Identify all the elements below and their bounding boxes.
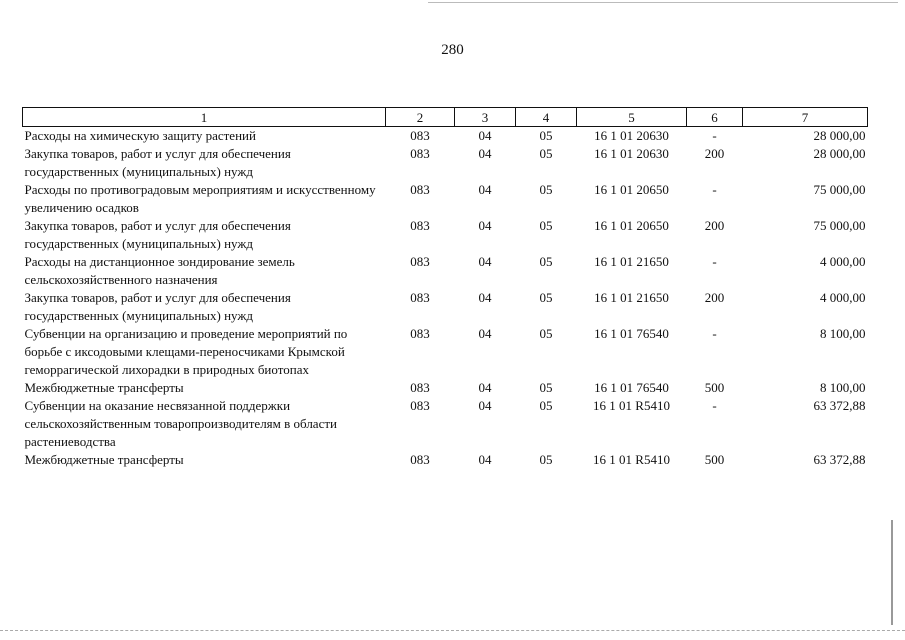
row-name: Расходы на химическую защиту растений <box>24 128 256 143</box>
row-code-subsection: 05 <box>539 182 553 197</box>
row-code-ministry: 083 <box>410 326 430 341</box>
row-code-section: 04 <box>478 326 492 341</box>
row-code-expense-type: - <box>712 398 717 413</box>
row-name: Межбюджетные трансферты <box>24 452 184 467</box>
row-amount: 63 372,88 <box>813 398 866 413</box>
row-code-section: 04 <box>478 254 492 269</box>
row-amount: 75 000,00 <box>813 218 866 233</box>
table-row <box>23 217 868 253</box>
row-code-ministry: 083 <box>410 182 430 197</box>
row-amount: 63 372,88 <box>813 452 866 467</box>
header-col-4: 4 <box>516 108 577 127</box>
row-code-subsection: 05 <box>539 326 553 341</box>
row-code-target: 16 1 01 20650 <box>594 182 669 197</box>
row-code-expense-type: 500 <box>704 380 725 395</box>
table-row <box>23 379 868 397</box>
row-code-section: 04 <box>478 128 492 143</box>
row-code-ministry: 083 <box>410 218 430 233</box>
row-code-ministry: 083 <box>410 128 430 143</box>
row-code-subsection: 05 <box>539 128 553 143</box>
row-code-ministry: 083 <box>410 398 430 413</box>
row-code-section: 04 <box>478 182 492 197</box>
row-amount: 28 000,00 <box>813 146 866 161</box>
row-code-subsection: 05 <box>539 290 553 305</box>
row-code-target: 16 1 01 20630 <box>594 128 669 143</box>
row-code-expense-type: - <box>712 254 717 269</box>
table-header <box>23 108 868 127</box>
row-amount: 4 000,00 <box>820 254 866 269</box>
row-code-expense-type: 200 <box>704 290 725 305</box>
row-name: Закупка товаров, работ и услуг для обеспечения государственных (муниципальных) нужд <box>24 218 291 251</box>
row-amount: 8 100,00 <box>820 326 866 341</box>
row-name: Межбюджетные трансферты <box>24 380 184 395</box>
table-row <box>23 397 868 451</box>
row-code-target: 16 1 01 R5410 <box>593 398 670 413</box>
table-row <box>23 289 868 325</box>
table-row <box>23 253 868 289</box>
row-code-section: 04 <box>478 452 492 467</box>
row-name: Закупка товаров, работ и услуг для обеспечения государственных (муниципальных) нужд <box>24 290 291 323</box>
scan-edge-top <box>428 2 898 3</box>
table-body <box>23 127 868 470</box>
row-code-section: 04 <box>478 380 492 395</box>
table-row <box>23 451 868 469</box>
header-col-2: 2 <box>386 108 455 127</box>
page-number: 280 <box>441 42 464 58</box>
row-code-subsection: 05 <box>539 218 553 233</box>
row-code-target: 16 1 01 21650 <box>594 254 669 269</box>
row-name: Субвенции на оказание несвязанной поддержки сельскохозяйственным товаропроизводителям в области растениеводства <box>24 398 337 449</box>
row-code-expense-type: 200 <box>704 146 725 161</box>
row-code-expense-type: - <box>712 128 717 143</box>
row-code-target: 16 1 01 21650 <box>594 290 669 305</box>
row-code-expense-type: - <box>712 182 717 197</box>
row-code-expense-type: - <box>712 326 717 341</box>
row-code-section: 04 <box>478 398 492 413</box>
row-amount: 8 100,00 <box>820 380 866 395</box>
row-code-ministry: 083 <box>410 290 430 305</box>
scan-edge-bottom <box>0 630 905 631</box>
row-code-subsection: 05 <box>539 398 553 413</box>
row-code-subsection: 05 <box>539 452 553 467</box>
row-code-expense-type: 500 <box>704 452 725 467</box>
table-row <box>23 181 868 217</box>
row-code-subsection: 05 <box>539 146 553 161</box>
row-code-subsection: 05 <box>539 254 553 269</box>
row-code-target: 16 1 01 76540 <box>594 380 669 395</box>
row-name: Расходы по противоградовым мероприятиям и искусственному увеличению осадков <box>24 182 376 215</box>
row-code-ministry: 083 <box>410 254 430 269</box>
header-col-5: 5 <box>577 108 687 127</box>
row-code-target: 16 1 01 20630 <box>594 146 669 161</box>
header-row <box>23 108 868 127</box>
row-name: Закупка товаров, работ и услуг для обеспечения государственных (муниципальных) нужд <box>24 146 291 179</box>
table-row <box>23 325 868 379</box>
scan-edge-right <box>891 520 893 625</box>
row-code-section: 04 <box>478 218 492 233</box>
row-code-subsection: 05 <box>539 380 553 395</box>
row-code-ministry: 083 <box>410 146 430 161</box>
row-name: Субвенции на организацию и проведение мероприятий по борьбе с иксодовыми клещами-переносчиками Крымской геморрагической лихорадки в природных биотопах <box>24 326 348 377</box>
row-code-target: 16 1 01 76540 <box>594 326 669 341</box>
table-row <box>23 127 868 146</box>
header-col-7: 7 <box>743 108 868 127</box>
table-row <box>23 145 868 181</box>
row-code-expense-type: 200 <box>704 218 725 233</box>
row-code-section: 04 <box>478 290 492 305</box>
row-code-target: 16 1 01 R5410 <box>593 452 670 467</box>
header-col-1: 1 <box>23 108 386 127</box>
header-col-3: 3 <box>455 108 516 127</box>
row-amount: 75 000,00 <box>813 182 866 197</box>
row-code-ministry: 083 <box>410 380 430 395</box>
row-name: Расходы на дистанционное зондирование земель сельскохозяйственного назначения <box>24 254 295 287</box>
header-col-6: 6 <box>687 108 743 127</box>
row-code-target: 16 1 01 20650 <box>594 218 669 233</box>
row-code-section: 04 <box>478 146 492 161</box>
row-amount: 28 000,00 <box>813 128 866 143</box>
budget-table <box>22 107 868 469</box>
row-amount: 4 000,00 <box>820 290 866 305</box>
row-code-ministry: 083 <box>410 452 430 467</box>
